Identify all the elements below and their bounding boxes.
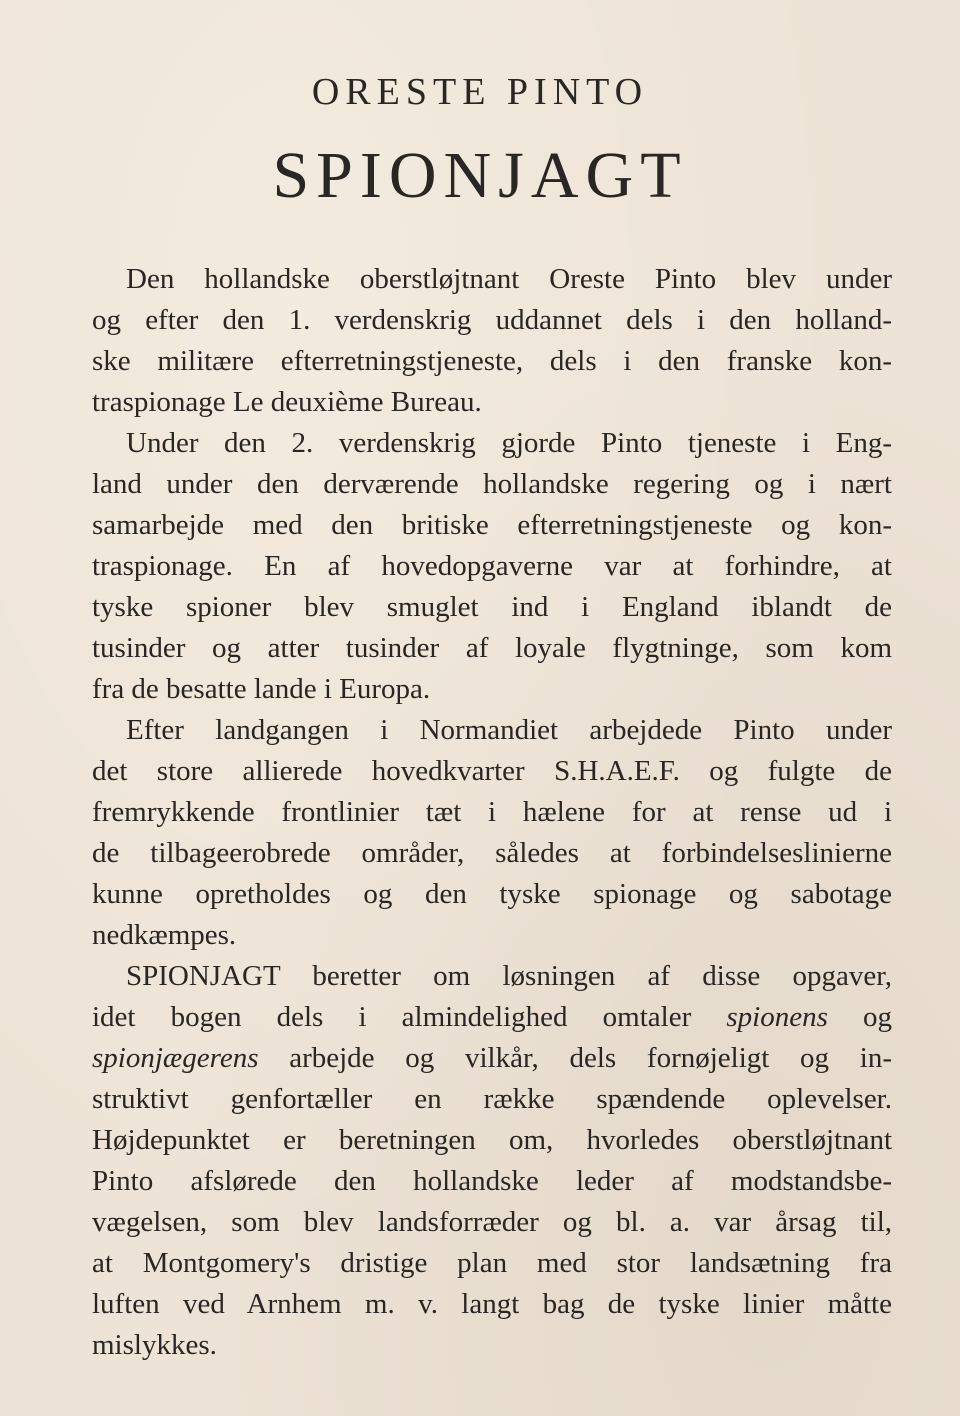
p4-line-7: vægelsen, som blev landsforræder og bl. a. var årsag til, [92,1206,892,1238]
p3-line-2: det store allierede hovedkvarter S.H.A.E.F. og fulgte de [92,755,892,787]
italic-word-spionens: spionens [726,1001,828,1033]
italic-word-spionjaegerens: spionjægerens [92,1042,259,1074]
book-title: SPIONJAGT [272,139,688,212]
p3-line-3: fremrykkende frontlinier tæt i hælene for at rense ud i [92,796,892,828]
p2-line-3: samarbejde med den britiske efterretningstjeneste og kon- [92,509,892,541]
p2-line-2: land under den derværende hollandske regering og i nært [92,468,892,500]
p3-line-4: de tilbageerobrede områder, således at forbindelseslinierne [92,837,892,869]
p1-line-1: Den hollandske oberstløjtnant Oreste Pinto blev under [126,263,892,295]
p3-line-5: kunne opretholdes og den tyske spionage og sabotage [92,878,892,910]
p4-line-6: Pinto afslørede den hollandske leder af modstandsbe- [92,1165,892,1197]
p4-line-8: at Montgomery's dristige plan med stor landsætning fra [92,1247,892,1279]
blurb-text [92,259,892,1366]
p4-line-3-end: arbejde og vilkår, dels fornøjeligt og in- [258,1042,892,1074]
p4-line-5: Højdepunktet er beretningen om, hvorledes oberstløjtnant [92,1124,892,1156]
p1-line-3: ske militære efterretningstjeneste, dels i den franske kon- [92,345,892,377]
p2-line-6: tusinder og atter tusinder af loyale flygtninge, som kom [92,632,892,664]
author-name: ORESTE PINTO [311,71,649,113]
p4-line-9: luften ved Arnhem m. v. langt bag de tyske linier måtte [92,1288,892,1320]
p2-line-4: traspionage. En af hovedopgaverne var at forhindre, at [92,550,892,582]
p1-line-2: og efter den 1. verdenskrig uddannet dels i den holland- [92,304,892,336]
p2-line-7: fra de besatte lande i Europa. [92,673,431,705]
p2-line-5: tyske spioner blev smuglet ind i England iblandt de [92,591,892,623]
p4-line-2-end: og [827,1001,893,1033]
p4-line-2 [92,997,892,1038]
p3-line-6: nedkæmpes. [92,919,237,951]
p4-line-2-start: idet bogen dels i almindelighed omtaler [92,1001,727,1033]
p4-line-4: struktivt genfortæller en række spændende oplevelser. [92,1083,892,1115]
p2-line-1: Under den 2. verdenskrig gjorde Pinto tjeneste i Eng- [126,427,892,459]
p4-line-10: mislykkes. [92,1329,217,1361]
p3-line-1: Efter landgangen i Normandiet arbejdede Pinto under [126,714,892,746]
p4-line-3 [92,1038,892,1079]
p4-line-1: SPIONJAGT beretter om løsningen af disse opgaver, [126,960,892,992]
p1-line-4: traspionage Le deuxième Bureau. [92,386,482,418]
